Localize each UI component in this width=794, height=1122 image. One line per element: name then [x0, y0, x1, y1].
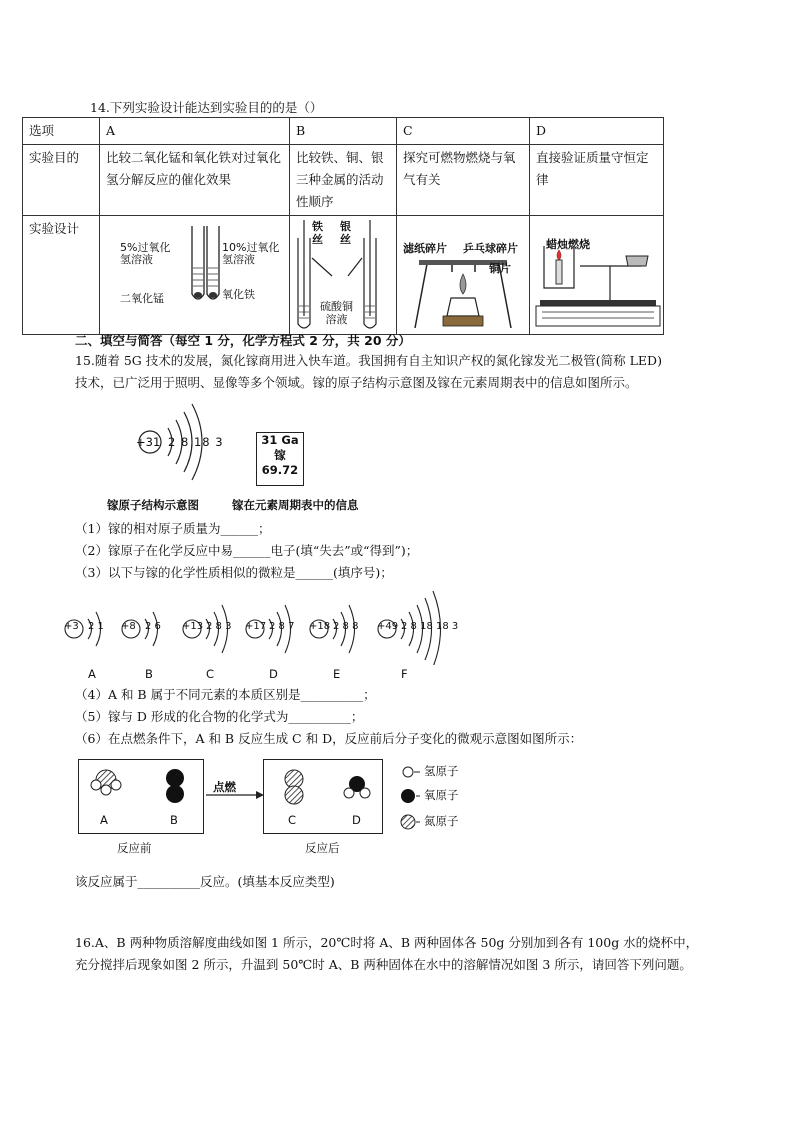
design-c-figure: [397, 216, 530, 335]
legend-oxygen: 氧原子: [424, 788, 459, 802]
q15-part4: （4）A 和 B 属于不同元素的本质区别是__________；: [75, 687, 376, 702]
molecule-drawings: [78, 759, 478, 839]
element-num-symbol: 31 Ga: [261, 433, 299, 447]
particle-nucleus-label: +13: [182, 621, 204, 632]
design-b-figure: [290, 216, 397, 335]
caption-table: 镓在元素周期表中的信息: [232, 498, 359, 512]
particle-shells-label: 2 1: [88, 621, 104, 632]
table-header-cell: 选项: [23, 118, 100, 145]
particle-letter: D: [269, 667, 278, 681]
ga-shells: 2 8 18 3: [168, 435, 224, 449]
q16-line-1: 16.A、B 两种物质溶解度曲线如图 1 所示，20℃时将 A、B 两种固体各 50g 分别加到各有 100g 水的烧杯中，: [75, 935, 699, 950]
q15-part3: （3）以下与镓的化学性质相似的微粒是______(填序号)；: [75, 565, 393, 580]
table-header-cell: B: [290, 118, 397, 145]
element-mass: 69.72: [261, 463, 299, 477]
label-a-left-bottom: 氢溶液: [120, 253, 153, 266]
table-row: [23, 118, 664, 145]
label-a-left-solid: 二氧化锰: [120, 292, 164, 305]
table-cell: 直接验证质量守恒定律: [530, 145, 664, 216]
design-a-figure: [100, 216, 290, 335]
particle-shells-label: 2 8 3: [206, 621, 232, 632]
particle-letter: F: [401, 667, 408, 681]
particle-nucleus-label: +17: [245, 621, 267, 632]
caption-after: 反应后: [305, 841, 340, 855]
section-heading: 二、填空与简答（每空 1 分，化学方程式 2 分，共 20 分）: [75, 333, 411, 348]
design-d-figure: [530, 216, 664, 335]
caption-before: 反应前: [117, 841, 152, 855]
q15-reaction-type: 该反应属于__________反应。(填基本反应类型): [75, 874, 335, 889]
label-a-right-solid: 氧化铁: [222, 288, 255, 301]
table-row: [23, 145, 664, 216]
element-name: 镓: [274, 448, 286, 462]
element-cell: [256, 432, 304, 486]
label-d-candle: 蜡烛燃烧: [546, 238, 590, 251]
particle-letter: E: [333, 667, 341, 681]
table-cell: 探究可燃物燃烧与氧气有关: [397, 145, 530, 216]
label-c-copper: 铜片: [489, 262, 511, 275]
label-before-b: B: [170, 813, 178, 827]
label-a-right-bottom: 氢溶液: [222, 253, 255, 266]
particle-letter: A: [88, 667, 96, 681]
label-b-iron-2: 丝: [312, 233, 323, 246]
label-a-right-top: 10%过氧化: [222, 241, 280, 254]
label-before-a: A: [100, 813, 108, 827]
particle-shells-label: 2 8 18 18 3: [401, 621, 459, 632]
ga-nucleus: +31: [136, 435, 161, 449]
q14-title: 14.下列实验设计能达到实验目的的是（）: [90, 100, 323, 115]
caption-structure: 镓原子结构示意图: [107, 498, 199, 512]
label-b-silver-1: 银: [340, 220, 351, 233]
label-after-c: C: [288, 813, 297, 827]
q15-intro-2: 技术，已广泛用于照明、显像等多个领域。镓的原子结构示意图及镓在元素周期表中的信息如图所示。: [75, 375, 638, 390]
label-b-solution-2: 溶液: [325, 313, 348, 326]
table-cell: 实验目的: [23, 145, 100, 216]
q15-part6: （6）在点燃条件下，A 和 B 反应生成 C 和 D，反应前后分子变化的微观示意图如图所示：: [75, 731, 583, 746]
legend-nitrogen: 氮原子: [424, 814, 459, 828]
particle-shells-label: 2 8 8: [333, 621, 359, 632]
table-cell: 比较二氧化锰和氧化铁对过氧化氢分解反应的催化效果: [100, 145, 290, 216]
particle-letter: C: [206, 667, 215, 681]
particle-nucleus-label: +3: [64, 621, 79, 632]
table-cell: 比较铁、铜、银三种金属的活动性顺序: [290, 145, 397, 216]
legend-hydrogen: 氢原子: [424, 764, 459, 778]
table-cell: 实验设计: [23, 216, 100, 335]
particle-nucleus-label: +8: [121, 621, 136, 632]
label-a-left-top: 5%过氧化: [120, 241, 171, 254]
table-row: [23, 216, 664, 335]
particle-diagrams: [60, 585, 460, 681]
reaction-condition: 点燃: [213, 780, 236, 794]
particle-nucleus-label: +18: [309, 621, 331, 632]
q15-part1: （1）镓的相对原子质量为______；: [75, 521, 271, 536]
particle-letter: B: [145, 667, 153, 681]
table-header-cell: C: [397, 118, 530, 145]
label-b-silver-2: 丝: [340, 233, 351, 246]
label-after-d: D: [352, 813, 361, 827]
experiment-table: [22, 117, 664, 335]
label-c-filter: 滤纸碎片: [403, 242, 447, 255]
table-header-cell: A: [100, 118, 290, 145]
particle-nucleus-label: +49: [377, 621, 399, 632]
q16-line-2: 充分搅拌后现象如图 2 所示，升温到 50℃时 A、B 两种固体在水中的溶解情况如图 3 所示，请回答下列问题。: [75, 957, 692, 972]
table-header-cell: D: [530, 118, 664, 145]
label-b-iron-1: 铁: [312, 220, 323, 233]
particle-shells-label: 2 8 7: [269, 621, 295, 632]
q15-part2: （2）镓原子在化学反应中易______电子(填“失去”或“得到”)；: [75, 543, 419, 558]
label-b-solution-1: 硫酸铜: [320, 300, 353, 313]
test-tubes-illustration: [100, 216, 290, 334]
q15-intro-1: 15.随着 5G 技术的发展，氮化镓商用进入快车道。我国拥有自主知识产权的氮化镓发光二极管(简称 LED): [75, 353, 662, 368]
label-c-pingpong: 乒乓球碎片: [463, 242, 518, 255]
particle-shells-label: 2 6: [145, 621, 161, 632]
q15-part5: （5）镓与 D 形成的化合物的化学式为__________；: [75, 709, 364, 724]
